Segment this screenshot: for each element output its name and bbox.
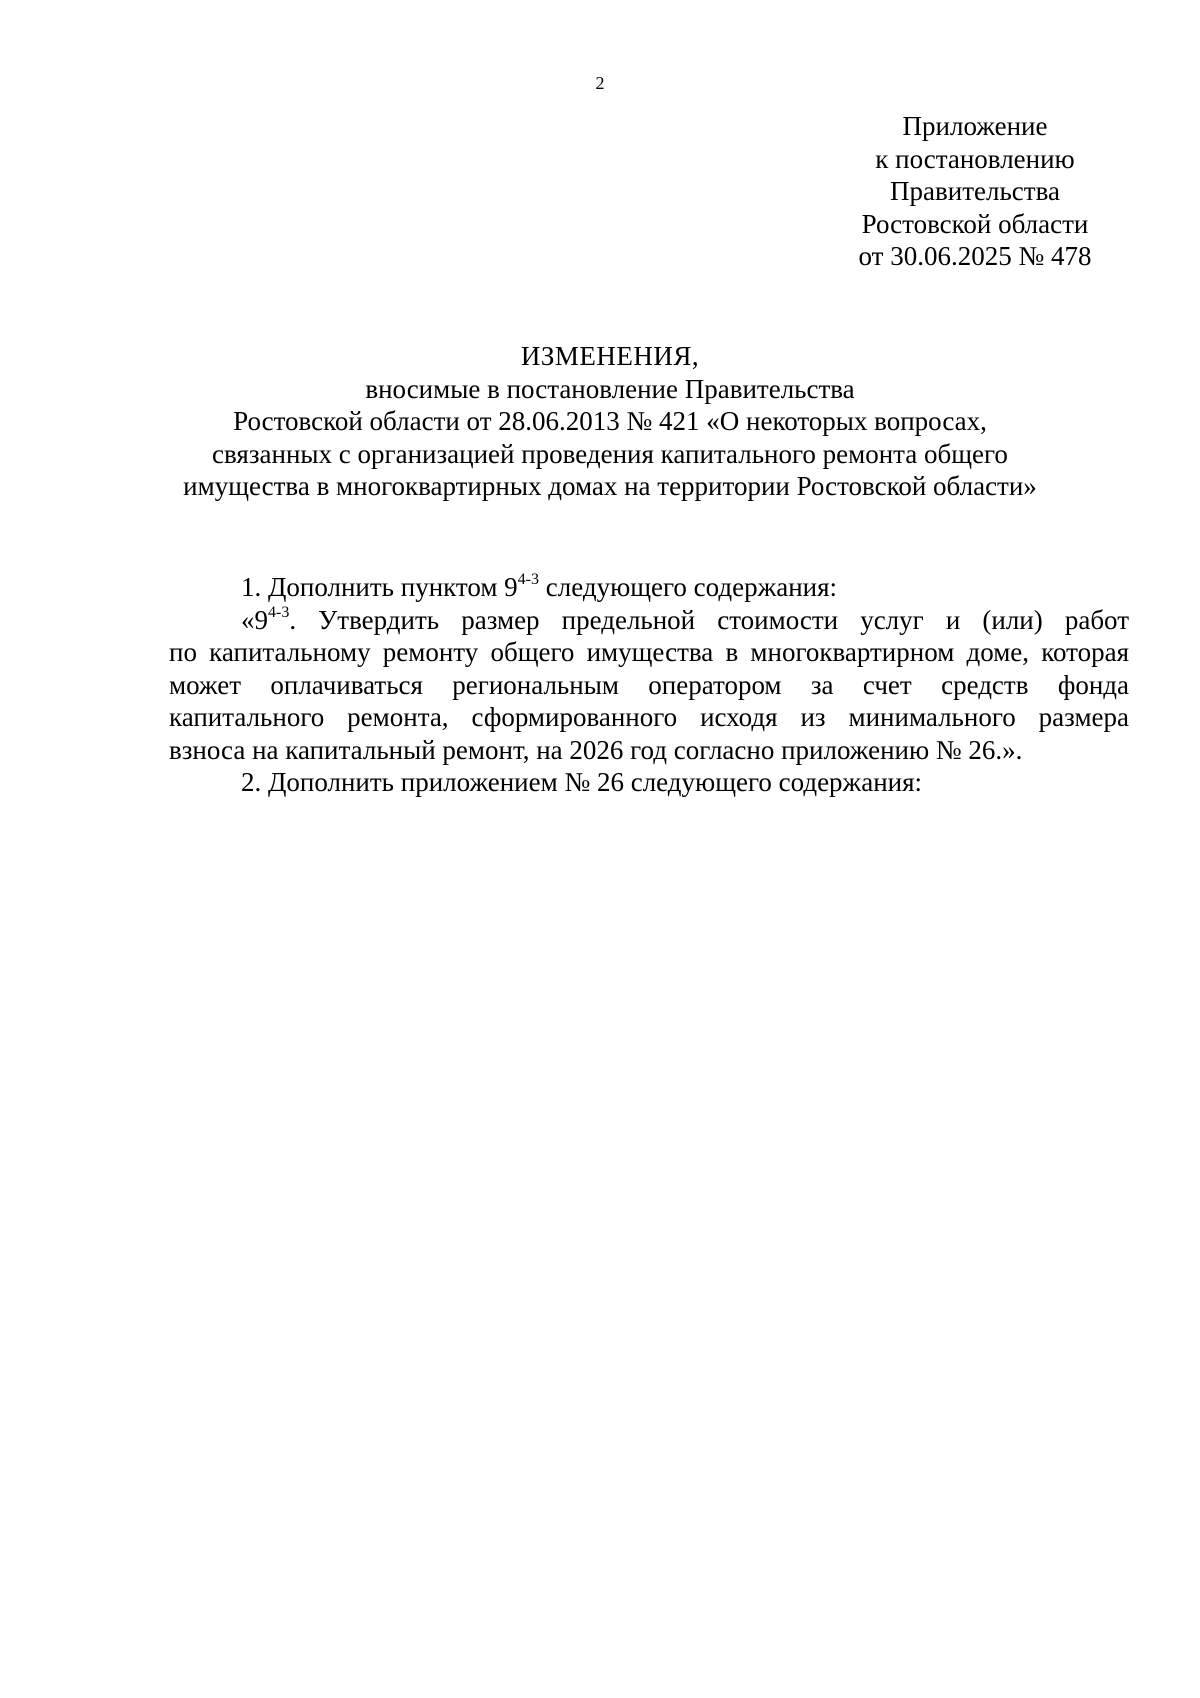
quote-line: капитального ремонта, сформированного исходя из минимального размера (169, 702, 1129, 732)
document-body (169, 571, 1129, 799)
paragraph-quote (169, 604, 1129, 767)
approval-line: от 30.06.2025 № 478 (858, 241, 1092, 271)
page-number: 2 (595, 73, 605, 93)
approval-block (790, 110, 1160, 273)
quote-open: «9 (241, 604, 268, 635)
quote-line: может оплачиваться региональным оператором за счет средств фонда (169, 669, 1129, 700)
title-line: Ростовской области от 28.06.2013 № 421 «О некоторых вопросах, (233, 406, 987, 436)
item1-suffix: следующего содержания: (539, 572, 838, 602)
quote-line1-rest: . Утвердить размер предельной стоимости услуг и (или) работ (289, 604, 1129, 635)
approval-line: Правительства (890, 176, 1060, 206)
quote-line (169, 604, 1129, 637)
title-heading: ИЗМЕНЕНИЯ, (520, 341, 700, 371)
item1-prefix: 1. Дополнить пунктом 9 (241, 572, 518, 602)
approval-line: к постановлению (875, 143, 1075, 174)
document-title (150, 340, 1070, 503)
title-line: имущества в многоквартирных домах на территории Ростовской области» (183, 471, 1037, 501)
approval-line: Приложение (902, 111, 1048, 141)
paragraph-item-1 (169, 571, 1129, 604)
approval-line: Ростовской области (861, 208, 1089, 239)
title-line: вносимые в постановление Правительства (365, 373, 855, 404)
paragraph-item-2: 2. Дополнить приложением № 26 следующего содержания: (241, 767, 923, 797)
quote-superscript: 4-3 (268, 603, 290, 621)
item1-superscript: 4-3 (517, 571, 539, 588)
quote-line: взноса на капитальный ремонт, на 2026 год согласно приложению № 26.». (169, 734, 1023, 765)
quote-line: по капитальному ремонту общего имущества в многоквартирном доме, которая (169, 637, 1129, 667)
title-line: связанных с организацией проведения капитального ремонта общего (212, 438, 1008, 469)
